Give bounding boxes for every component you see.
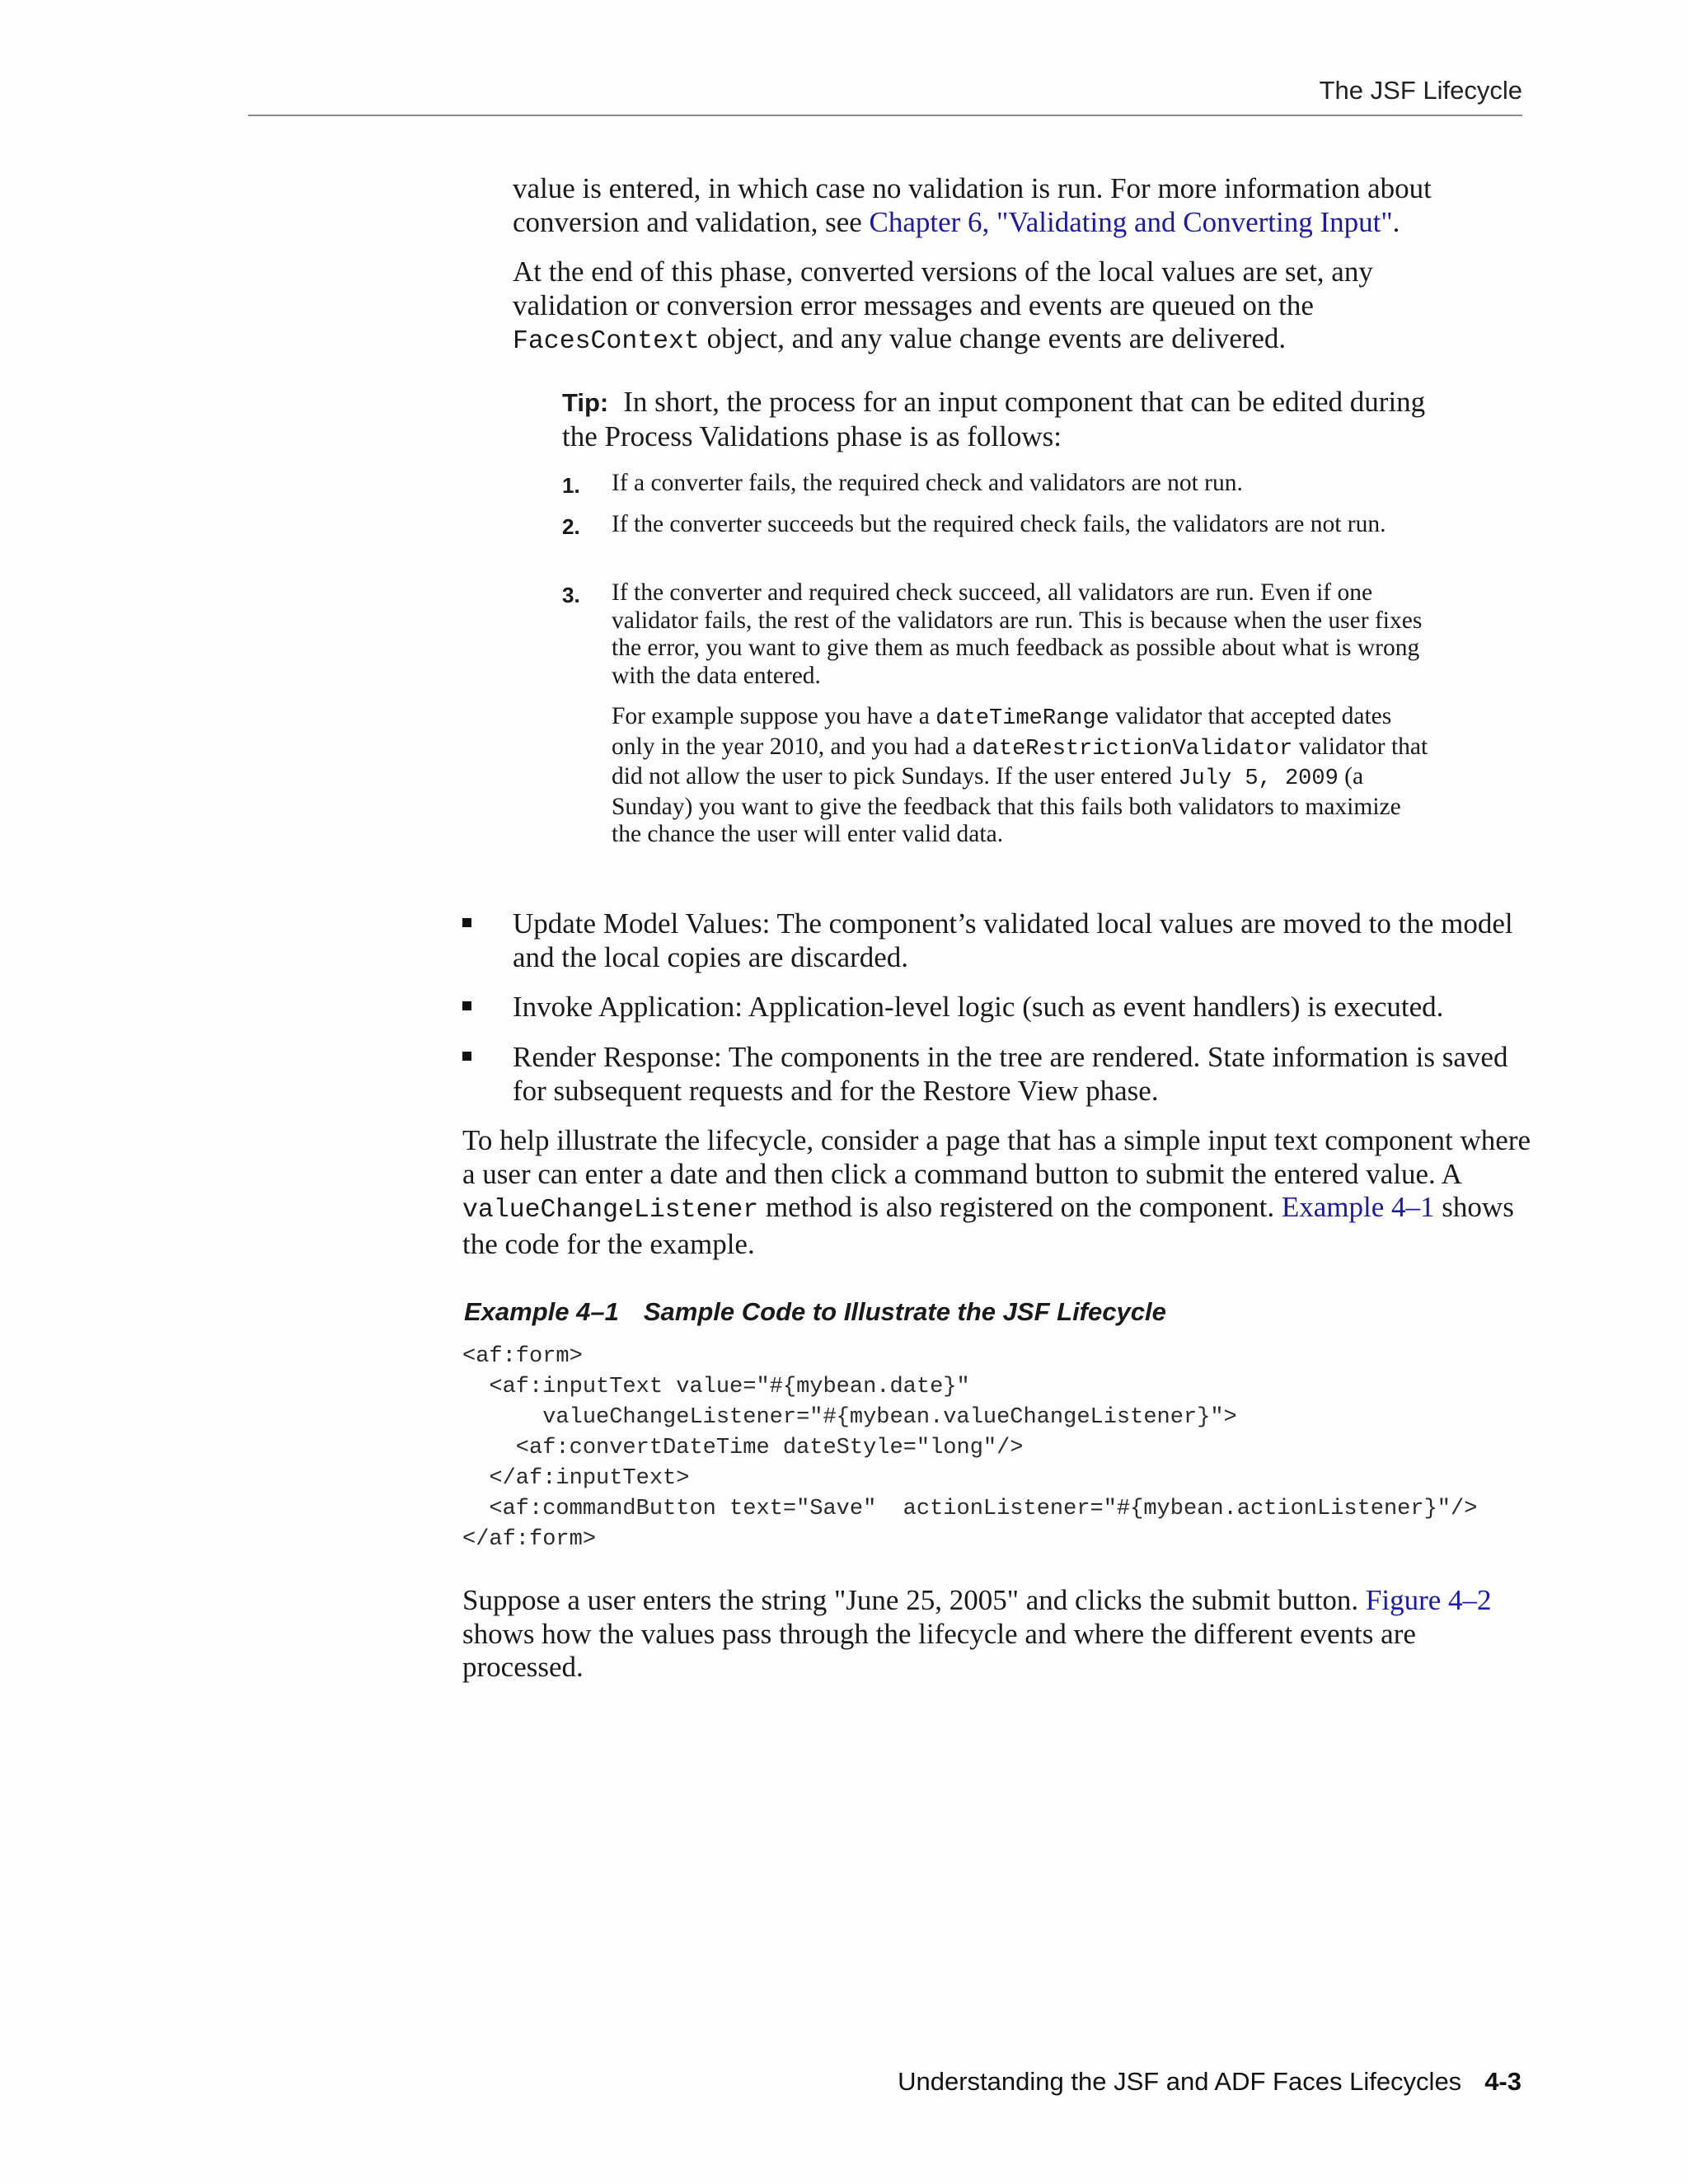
example-caption xyxy=(464,1297,1166,1327)
list-number: 1. xyxy=(562,473,580,498)
code-valuechangelistener: valueChangeListener xyxy=(462,1196,759,1225)
example-number: Example 4–1 xyxy=(464,1297,619,1326)
paragraph-end: object, and any value change events are delivered. xyxy=(699,322,1287,354)
page-footer xyxy=(898,2067,1522,2097)
example-text: (a Sunday) you want to give the feedback that this fails both validators to maximize the chance the user will enter valid data. xyxy=(612,763,1401,847)
paragraph-text: To help illustrate the lifecycle, consider a page that has a simple input text component where a user can enter a date and then click a command button to submit the entered value. A xyxy=(462,1124,1531,1190)
tip-list-item xyxy=(562,579,1436,690)
paragraph-text: Suppose a user enters the string "June 25, 2005" and clicks the submit button. xyxy=(462,1584,1366,1616)
paragraph-suppose xyxy=(462,1584,1526,1685)
bullet-item-update-model xyxy=(462,907,1526,974)
paragraph-text: At the end of this phase, converted versions of the local values are set, any validation or conversion error messages and events are queued on the xyxy=(513,255,1373,321)
chapter-6-link[interactable]: Chapter 6, "Validating and Converting Input" xyxy=(869,205,1393,238)
code-date-value: July 5, 2009 xyxy=(1178,766,1339,791)
bullet-text: Render Response: The components in the tree are rendered. State information is saved for subsequent requests and for the Restore View phase. xyxy=(513,1041,1508,1107)
bullet-item-invoke-application xyxy=(462,991,1526,1024)
figure-4-2-link[interactable]: Figure 4–2 xyxy=(1365,1584,1492,1616)
paragraph-end: shows the code for the example. xyxy=(462,1191,1514,1260)
code-sample: <af:form> <af:inputText value="#{mybean.date}" valueChangeListener="#{mybean.valueChangeListener}"> <af:convertDateTime dateStyle="long"/> </af:inputText> <af:commandButton text="Save" actionListener="#{mybean.actionListener}"/> </af:form> xyxy=(462,1344,1478,1552)
list-item-text: If the converter and required check succeed, all validators are run. Even if one validator fails, the rest of the validators are run. This is because when the user fixes the error, you want to give them as much feedback as possible about what is wrong with the data entered. xyxy=(612,579,1423,689)
example-4-1-link[interactable]: Example 4–1 xyxy=(1281,1191,1435,1223)
square-bullet-icon xyxy=(462,1052,471,1061)
square-bullet-icon xyxy=(462,918,471,927)
paragraph-text: method is also registered on the component. xyxy=(758,1191,1282,1223)
example-title: Sample Code to Illustrate the JSF Lifecycle xyxy=(643,1297,1166,1326)
paragraph-end: . xyxy=(1392,205,1400,238)
example-text: validator that accepted dates only in the year 2010, and you had a xyxy=(612,703,1392,760)
tip-example-paragraph xyxy=(562,703,1436,849)
tip-note xyxy=(562,386,1436,453)
running-head: The JSF Lifecycle xyxy=(1319,76,1522,105)
page-number: 4-3 xyxy=(1484,2067,1522,2096)
tip-label: Tip: xyxy=(562,388,609,417)
list-number: 2. xyxy=(562,514,580,539)
example-text: For example suppose you have a xyxy=(612,703,936,729)
list-item-text: If a converter fails, the required check and validators are not run. xyxy=(612,470,1243,496)
code-datetimerange: dateTimeRange xyxy=(935,706,1109,731)
tip-list-item xyxy=(562,470,1436,498)
paragraph-conversion xyxy=(513,172,1535,239)
bullet-text: Update Model Values: The component’s validated local values are moved to the model and the local copies are discarded. xyxy=(513,907,1513,973)
square-bullet-icon xyxy=(462,1001,471,1010)
list-item-text xyxy=(612,703,1436,849)
paragraph-end: shows how the values pass through the lifecycle and where the different events are processed. xyxy=(462,1617,1416,1683)
list-item-text: If the converter succeeds but the required check fails, the validators are not run. xyxy=(612,511,1386,537)
code-facescontext: FacesContext xyxy=(513,327,700,356)
paragraph-end-of-phase xyxy=(513,255,1444,359)
tip-text: In short, the process for an input component that can be edited during the Process Validations phase is as follows: xyxy=(562,386,1426,452)
bullet-text: Invoke Application: Application-level logic (such as event handlers) is executed. xyxy=(513,991,1444,1023)
example-text: validator that did not allow the user to pick Sundays. If the user entered xyxy=(612,733,1428,790)
paragraph-illustrate xyxy=(462,1124,1534,1261)
list-number: 3. xyxy=(562,583,580,607)
header-rule xyxy=(248,115,1522,116)
footer-chapter-title: Understanding the JSF and ADF Faces Lifecycles xyxy=(898,2067,1462,2096)
tip-list-item xyxy=(562,511,1436,539)
paragraph-text: value is entered, in which case no validation is run. For more information about conversion and validation, see xyxy=(513,172,1432,238)
code-daterestrictionvalidator: dateRestrictionValidator xyxy=(972,736,1293,762)
bullet-item-render-response xyxy=(462,1041,1526,1108)
